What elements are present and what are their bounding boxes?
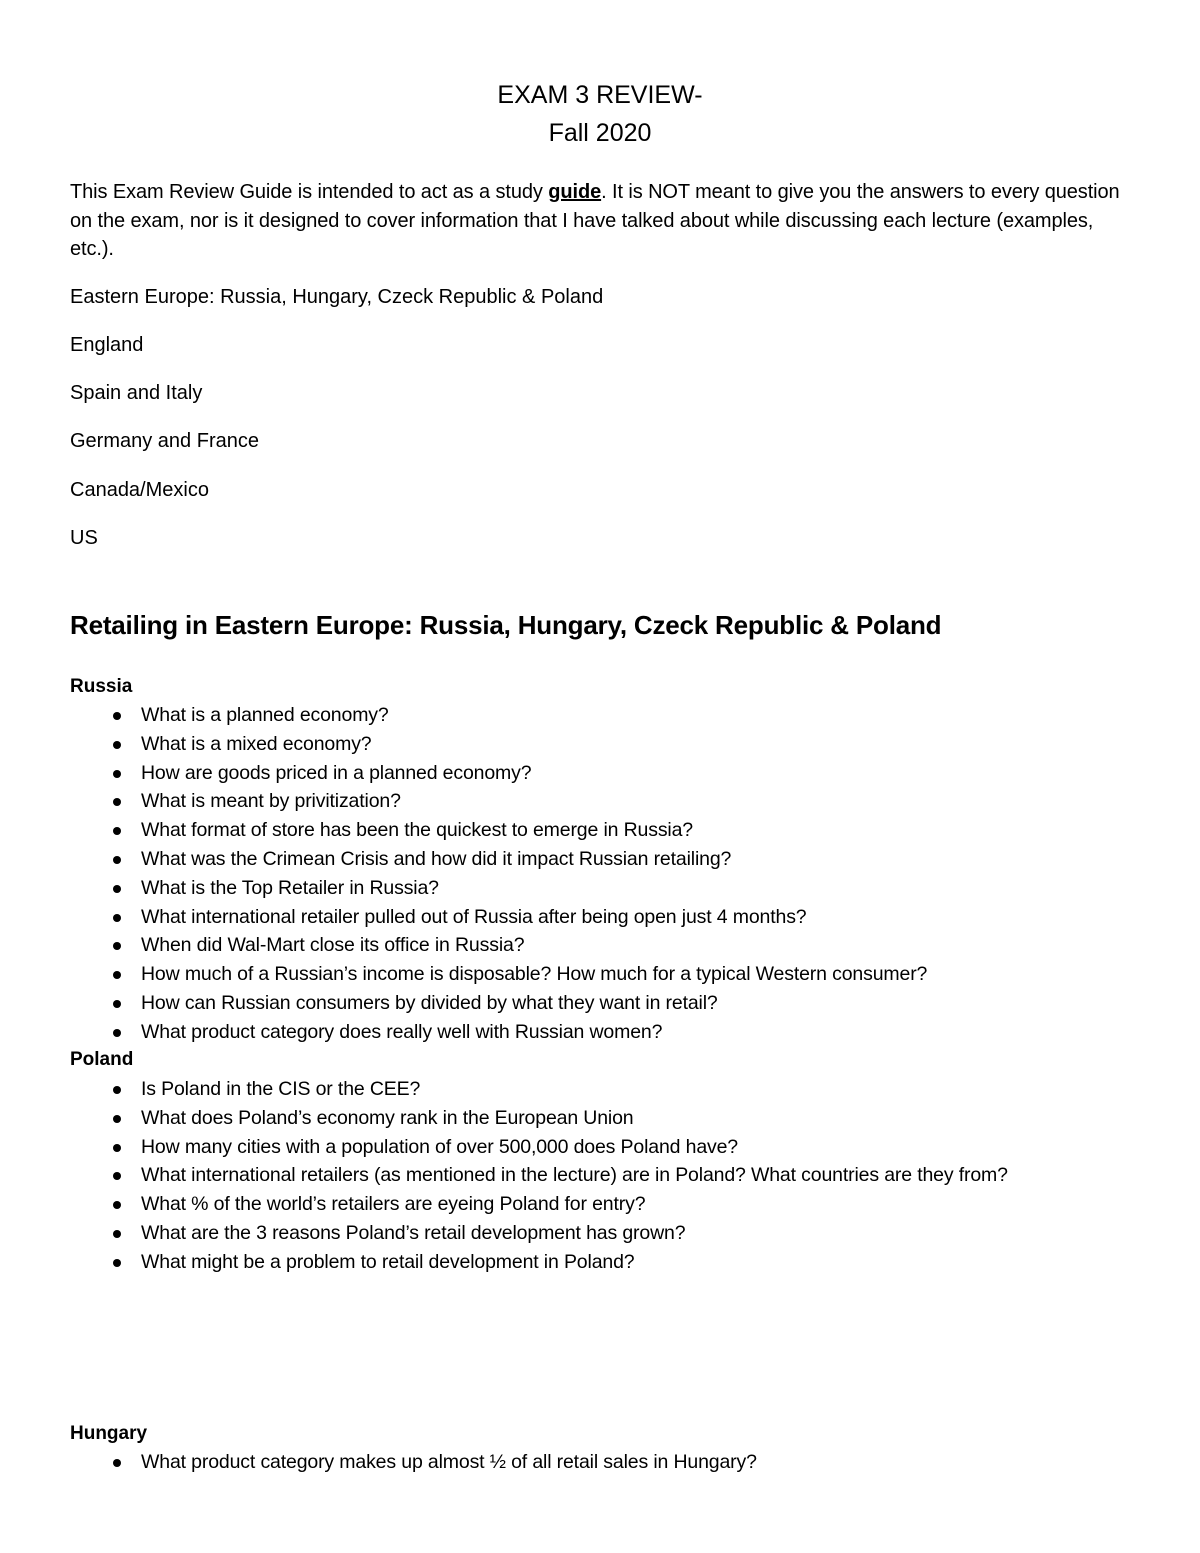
- question-text: How many cities with a population of over 500,000 does Poland have?: [141, 1135, 739, 1158]
- russia-question-list: [70, 701, 1140, 1047]
- question-text: What is meant by privitization?: [141, 790, 401, 813]
- question-item: [70, 787, 1140, 816]
- question-item: [70, 903, 1140, 932]
- poland-question-list: [70, 1075, 1140, 1277]
- bullet-icon: [113, 1201, 121, 1209]
- question-item: [70, 845, 1140, 874]
- bullet-icon: [113, 1172, 121, 1180]
- intro-text-after: . It is NOT meant to give you the answers to every question on the exam, nor is it designed to cover information that I have talked about while discussing each lecture (examples, etc.).: [70, 181, 1120, 260]
- question-text: What does Poland’s economy rank in the European Union: [141, 1106, 634, 1129]
- question-text: What was the Crimean Crisis and how did it impact Russian retailing?: [141, 847, 732, 870]
- bullet-icon: [113, 798, 121, 806]
- question-item: [70, 759, 1140, 788]
- question-item: [70, 931, 1140, 960]
- bullet-icon: [113, 1459, 121, 1467]
- bullet-icon: [113, 1029, 121, 1037]
- topic-item: Eastern Europe: Russia, Hungary, Czeck Republic & Poland: [70, 286, 604, 308]
- subsection-label-russia: Russia: [70, 676, 133, 697]
- question-text: How much of a Russian’s income is disposable? How much for a typical Western consumer?: [141, 963, 928, 986]
- question-text: What international retailer pulled out of Russia after being open just 4 months?: [141, 905, 807, 928]
- question-item: [70, 730, 1140, 759]
- question-item: [70, 1248, 1140, 1277]
- bullet-icon: [113, 1144, 121, 1152]
- bullet-icon: [113, 712, 121, 720]
- bullet-icon: [113, 1086, 121, 1094]
- question-text: When did Wal-Mart close its office in Russia?: [141, 934, 525, 957]
- question-text: What product category does really well with Russian women?: [141, 1020, 663, 1043]
- bullet-icon: [113, 1000, 121, 1008]
- question-item: [70, 1018, 1140, 1047]
- subsection-label-hungary: Hungary: [70, 1423, 148, 1444]
- section-heading: Retailing in Eastern Europe: Russia, Hungary, Czeck Republic & Poland: [70, 610, 942, 640]
- question-text: What product category makes up almost ½ of all retail sales in Hungary?: [141, 1451, 757, 1473]
- intro-text-before: This Exam Review Guide is intended to act as a study: [70, 181, 549, 203]
- document-page: [70, 0, 1140, 1553]
- bullet-icon: [113, 914, 121, 922]
- question-text: Is Poland in the CIS or the CEE?: [141, 1078, 421, 1100]
- question-text: What % of the world’s retailers are eyeing Poland for entry?: [141, 1193, 646, 1216]
- question-text: How can Russian consumers by divided by what they want in retail?: [141, 991, 718, 1014]
- question-item: [70, 960, 1140, 989]
- bullet-icon: [113, 942, 121, 950]
- bullet-icon: [113, 827, 121, 835]
- question-text: What is a planned economy?: [141, 704, 389, 726]
- question-text: What are the 3 reasons Poland’s retail development has grown?: [141, 1221, 686, 1244]
- question-item: [70, 1133, 1140, 1162]
- bullet-icon: [113, 856, 121, 864]
- question-item: [70, 816, 1140, 845]
- bullet-icon: [113, 1259, 121, 1267]
- intro-paragraph: [70, 178, 1135, 264]
- bullet-icon: [113, 1230, 121, 1238]
- question-text: What is the Top Retailer in Russia?: [141, 876, 439, 899]
- intro-emphasis: guide: [548, 181, 602, 203]
- question-text: How are goods priced in a planned economy?: [141, 761, 532, 784]
- document-title: EXAM 3 REVIEW-: [497, 81, 703, 109]
- bullet-icon: [113, 770, 121, 778]
- topic-item: Canada/Mexico: [70, 479, 209, 501]
- question-text: What international retailers (as mentioned in the lecture) are in Poland? What countries are they from?: [141, 1164, 1008, 1187]
- document-subtitle: Fall 2020: [548, 119, 652, 147]
- question-item: [70, 1219, 1140, 1248]
- question-item: [70, 1190, 1140, 1219]
- question-item: [70, 1104, 1140, 1133]
- subsection-label-poland: Poland: [70, 1049, 134, 1070]
- hungary-question-list: [70, 1448, 1140, 1477]
- bullet-icon: [113, 885, 121, 893]
- bullet-icon: [113, 971, 121, 979]
- question-text: What might be a problem to retail development in Poland?: [141, 1250, 635, 1273]
- topic-item: England: [70, 334, 144, 356]
- bullet-icon: [113, 741, 121, 749]
- topic-item: Germany and France: [70, 430, 259, 452]
- question-text: What is a mixed economy?: [141, 732, 372, 755]
- topic-item: US: [70, 527, 98, 549]
- question-item: [70, 701, 1140, 730]
- question-item: [70, 874, 1140, 903]
- question-item: [70, 989, 1140, 1018]
- question-text: What format of store has been the quickest to emerge in Russia?: [141, 819, 694, 842]
- bullet-icon: [113, 1115, 121, 1123]
- topic-item: Spain and Italy: [70, 382, 203, 404]
- question-item: [70, 1448, 1140, 1477]
- question-item: [70, 1075, 1140, 1104]
- question-item: [70, 1161, 1140, 1190]
